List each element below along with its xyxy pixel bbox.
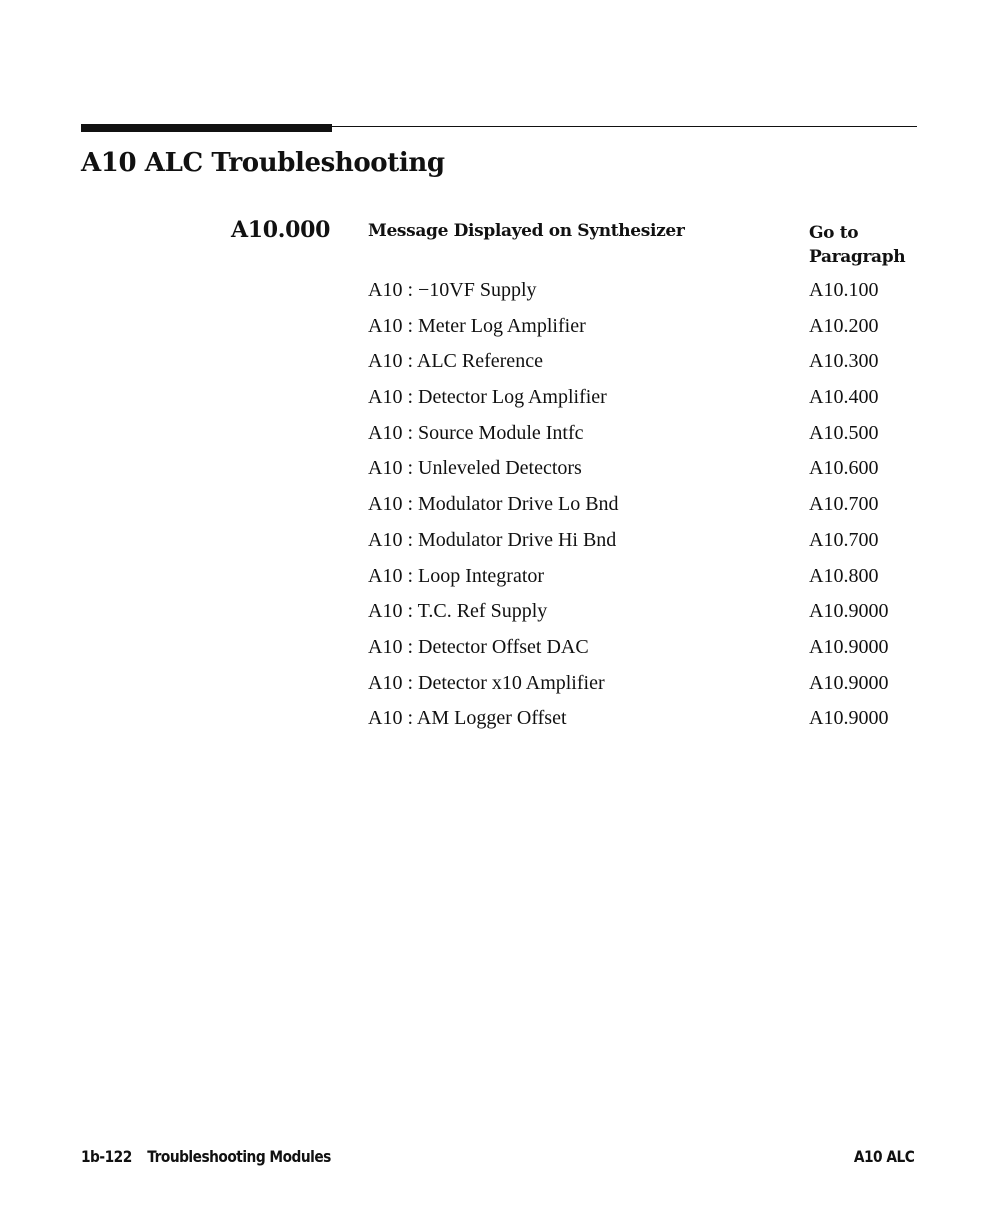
column-header-goto-line1: Go to bbox=[809, 223, 859, 243]
table-row bbox=[368, 350, 948, 386]
table-row bbox=[368, 493, 948, 529]
table-row bbox=[368, 457, 948, 493]
paragraph-number: A10.000 bbox=[231, 217, 331, 243]
row-paragraph: A10.9000 bbox=[809, 635, 889, 658]
column-header-message: Message Displayed on Synthesizer bbox=[368, 221, 685, 241]
row-paragraph: A10.300 bbox=[809, 350, 879, 373]
table-row bbox=[368, 672, 948, 708]
row-message: A10 : Modulator Drive Hi Bnd bbox=[368, 528, 617, 551]
row-paragraph: A10.9000 bbox=[809, 707, 889, 730]
row-message: A10 : AM Logger Offset bbox=[368, 707, 567, 730]
row-message: A10 : T.C. Ref Supply bbox=[368, 600, 548, 623]
row-paragraph: A10.200 bbox=[809, 314, 879, 337]
row-paragraph: A10.100 bbox=[809, 279, 879, 301]
row-message: A10 : Loop Integrator bbox=[368, 564, 545, 587]
footer-chapter-label: A10 ALC bbox=[853, 1147, 914, 1166]
page-title: A10 ALC Troubleshooting bbox=[81, 148, 445, 178]
row-paragraph: A10.500 bbox=[809, 421, 879, 444]
row-paragraph: A10.800 bbox=[809, 564, 879, 587]
row-paragraph: A10.700 bbox=[809, 493, 879, 516]
table-row bbox=[368, 565, 948, 601]
row-message: A10 : Source Module Intfc bbox=[368, 421, 584, 444]
row-paragraph: A10.9000 bbox=[809, 671, 889, 694]
table-row bbox=[368, 422, 948, 458]
table-row bbox=[368, 707, 948, 743]
row-message: A10 : Meter Log Amplifier bbox=[368, 314, 586, 337]
column-header-go-to-paragraph bbox=[809, 221, 905, 269]
message-table bbox=[368, 279, 948, 743]
row-message: A10 : Detector x10 Amplifier bbox=[368, 671, 605, 694]
row-message: A10 : −10VF Supply bbox=[368, 279, 537, 301]
row-message: A10 : Detector Offset DAC bbox=[368, 635, 589, 658]
column-header-goto-line2: Paragraph bbox=[809, 247, 906, 267]
table-row bbox=[368, 386, 948, 422]
row-message: A10 : Detector Log Amplifier bbox=[368, 386, 607, 409]
row-paragraph: A10.400 bbox=[809, 386, 879, 409]
header-rule-thin bbox=[81, 126, 917, 127]
table-row bbox=[368, 279, 948, 315]
row-paragraph: A10.600 bbox=[809, 457, 879, 480]
table-row bbox=[368, 315, 948, 351]
row-paragraph: A10.9000 bbox=[809, 600, 889, 623]
footer-page-number: 1b-122 bbox=[81, 1147, 132, 1166]
row-paragraph: A10.700 bbox=[809, 528, 879, 551]
row-message: A10 : ALC Reference bbox=[368, 350, 543, 373]
table-row bbox=[368, 529, 948, 565]
footer-left bbox=[81, 1147, 331, 1166]
table-row bbox=[368, 600, 948, 636]
table-row bbox=[368, 636, 948, 672]
row-message: A10 : Unleveled Detectors bbox=[368, 457, 582, 480]
footer-section-title: Troubleshooting Modules bbox=[147, 1147, 331, 1166]
row-message: A10 : Modulator Drive Lo Bnd bbox=[368, 493, 619, 516]
